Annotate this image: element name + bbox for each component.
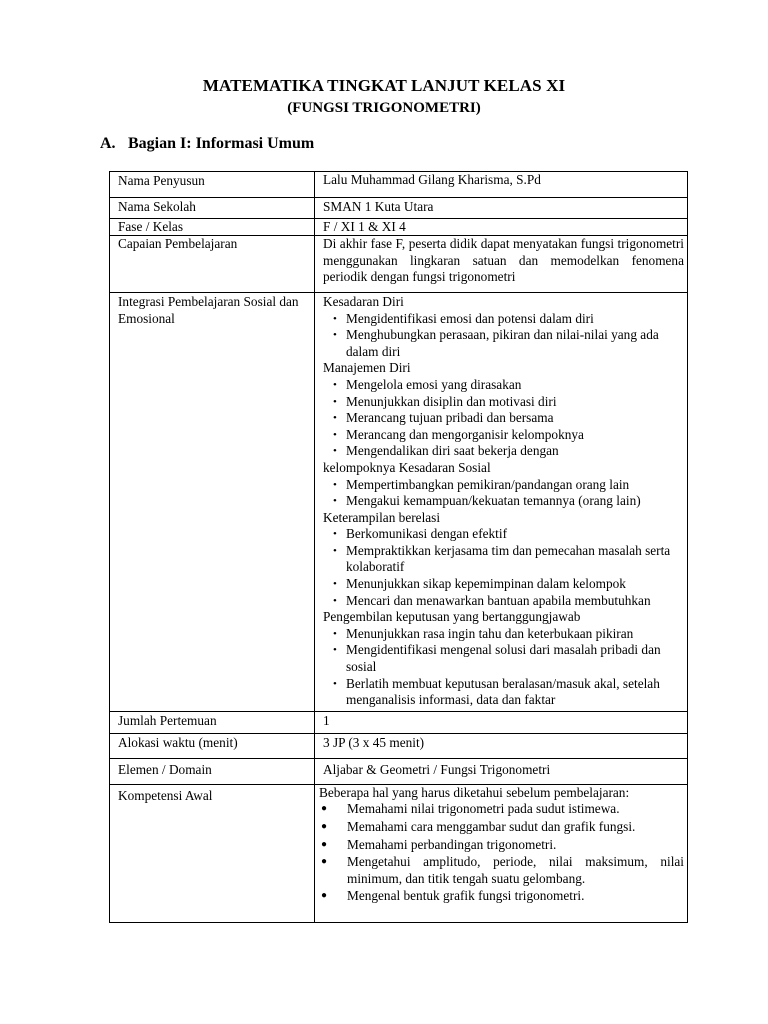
list-item: ● Mengenal bentuk grafik fungsi trigonometri. bbox=[319, 888, 684, 905]
list-item: • Berkomunikasi dengan efektif bbox=[323, 526, 684, 543]
bullet-list bbox=[323, 377, 684, 460]
label-cell: Fase / Kelas bbox=[110, 218, 315, 236]
document-title: MATEMATIKA TINGKAT LANJUT KELAS XI bbox=[202, 76, 566, 95]
bullet-list bbox=[323, 526, 684, 609]
value-cell: Di akhir fase F, peserta didik dapat menyatakan fungsi trigonometri menggunakan lingkaran satuan dan memodelkan fenomena periodik dengan fungsi trigonometri bbox=[315, 236, 688, 293]
label-cell: Elemen / Domain bbox=[110, 758, 315, 784]
list-item: ● Mengetahui amplitudo, periode, nilai maksimum, nilai minimum, dan titik tengah suatu gelombang. bbox=[319, 854, 684, 887]
list-item: • Mempertimbangkan pemikiran/pandangan orang lain bbox=[323, 477, 684, 494]
bullet-list bbox=[323, 311, 684, 361]
table-row bbox=[110, 218, 688, 236]
table-row bbox=[110, 758, 688, 784]
value-cell: 3 JP (3 x 45 menit) bbox=[315, 733, 688, 758]
label-cell: Jumlah Pertemuan bbox=[110, 711, 315, 733]
group-heading: Manajemen Diri bbox=[323, 360, 411, 376]
sel-list-cell bbox=[315, 292, 688, 711]
label-cell: Kompetensi Awal bbox=[110, 784, 315, 922]
table-row bbox=[110, 733, 688, 758]
list-item: • Mencari dan menawarkan bantuan apabila membutuhkan bbox=[323, 593, 684, 610]
list-item: • Mengidentifikasi emosi dan potensi dalam diri bbox=[323, 311, 684, 328]
label-cell: Nama Penyusun bbox=[110, 172, 315, 198]
table-row bbox=[110, 784, 688, 922]
list-item: • Mengidentifikasi mengenal solusi dari masalah pribadi dan sosial bbox=[323, 642, 684, 675]
list-item: • Berlatih membuat keputusan beralasan/masuk akal, setelah menganalisis informasi, data dan faktar bbox=[323, 676, 684, 709]
list-item: • Mempraktikkan kerjasama tim dan pemecahan masalah serta kolaboratif bbox=[323, 543, 684, 576]
table-row bbox=[110, 711, 688, 733]
group-heading: Pengembilan keputusan yang bertanggungjawab bbox=[323, 609, 581, 625]
group-heading: Kesadaran Diri bbox=[323, 293, 404, 309]
list-item: • Menunjukkan rasa ingin tahu dan keterbukaan pikiran bbox=[323, 626, 684, 643]
document-subtitle: (FUNGSI TRIGONOMETRI) bbox=[287, 100, 481, 116]
bullet-list bbox=[319, 801, 684, 905]
value-cell: Aljabar & Geometri / Fungsi Trigonometri bbox=[315, 758, 688, 784]
section-title: Bagian I: Informasi Umum bbox=[128, 135, 315, 152]
list-item: • Menghubungkan perasaan, pikiran dan nilai-nilai yang ada dalam diri bbox=[323, 327, 684, 360]
section-number: A. bbox=[100, 135, 116, 152]
bullet-list bbox=[323, 626, 684, 709]
group-heading: Keterampilan berelasi bbox=[323, 509, 441, 525]
value-cell: 1 bbox=[315, 711, 688, 733]
list-item: • Mengelola emosi yang dirasakan bbox=[323, 377, 684, 394]
group-heading: kelompoknya Kesadaran Sosial bbox=[323, 459, 491, 475]
value-cell: Lalu Muhammad Gilang Kharisma, S.Pd bbox=[315, 172, 688, 198]
section-heading bbox=[100, 135, 314, 153]
table-row bbox=[110, 172, 688, 198]
value-cell: SMAN 1 Kuta Utara bbox=[315, 198, 688, 219]
label-cell: Integrasi Pembelajaran Sosial dan Emosional bbox=[110, 292, 315, 711]
table-row bbox=[110, 198, 688, 219]
list-item: • Mengakui kemampuan/kekuatan temannya (orang lain) bbox=[323, 493, 684, 510]
list-item: • Merancang tujuan pribadi dan bersama bbox=[323, 410, 684, 427]
general-info-table bbox=[109, 171, 688, 923]
list-item: • Menunjukkan sikap kepemimpinan dalam kelompok bbox=[323, 576, 684, 593]
table-row bbox=[110, 236, 688, 293]
list-item: • Mengendalikan diri saat bekerja dengan bbox=[323, 443, 684, 460]
table-row bbox=[110, 292, 688, 711]
list-item: ● Memahami cara menggambar sudut dan grafik fungsi. bbox=[319, 819, 684, 836]
list-item: • Menunjukkan disiplin dan motivasi diri bbox=[323, 394, 684, 411]
label-cell: Capaian Pembelajaran bbox=[110, 236, 315, 293]
kompetensi-intro: Beberapa hal yang harus diketahui sebelum pembelajaran: bbox=[319, 784, 630, 800]
bullet-list bbox=[323, 477, 684, 510]
list-item: ● Memahami perbandingan trigonometri. bbox=[319, 837, 684, 854]
label-cell: Nama Sekolah bbox=[110, 198, 315, 219]
list-item: • Merancang dan mengorganisir kelompoknya bbox=[323, 427, 684, 444]
list-item: ● Memahami nilai trigonometri pada sudut istimewa. bbox=[319, 801, 684, 818]
kompetensi-cell bbox=[315, 784, 688, 922]
value-cell: F / XI 1 & XI 4 bbox=[315, 218, 688, 236]
label-cell: Alokasi waktu (menit) bbox=[110, 733, 315, 758]
